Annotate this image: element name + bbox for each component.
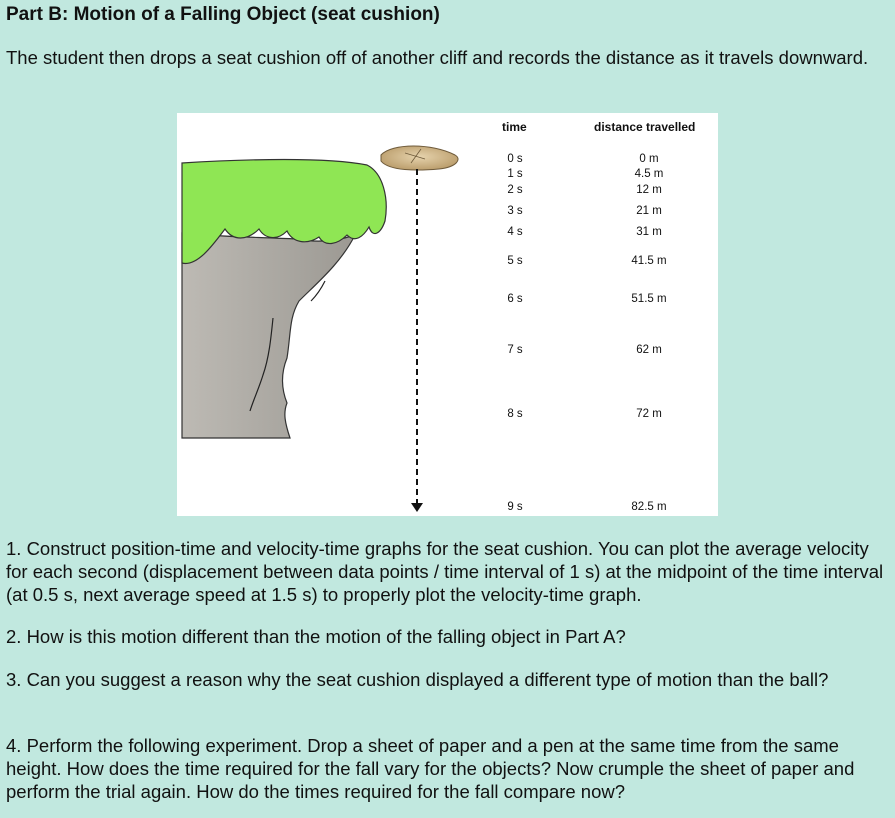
question-2: 2. How is this motion different than the motion of the falling object in Part A? <box>6 626 626 647</box>
distance-cell: 41.5 m <box>631 255 667 267</box>
question-4: 4. Perform the following experiment. Drop a sheet of paper and a pen at the same time from the same height. How does the time required for the fall vary for the objects? Now crumple the sheet of paper and perform the trial again. How do the times required for the fall compare now? <box>6 735 855 802</box>
time-column-header: time <box>502 120 527 134</box>
distance-cell: 51.5 m <box>631 293 667 305</box>
time-cell: 6 s <box>507 293 523 305</box>
distance-cell: 21 m <box>636 205 662 217</box>
fall-arrowhead <box>411 503 423 512</box>
seat-cushion <box>381 146 458 170</box>
cliff-drop-figure <box>177 113 718 516</box>
cliff-rock <box>182 233 355 438</box>
time-cell: 7 s <box>507 344 523 356</box>
time-cell: 3 s <box>507 205 523 217</box>
distance-cell: 82.5 m <box>631 501 667 513</box>
question-3: 3. Can you suggest a reason why the seat cushion displayed a different type of motion than the ball? <box>6 669 829 690</box>
distance-cell: 72 m <box>636 408 662 420</box>
time-cell: 4 s <box>507 226 523 238</box>
distance-column-header: distance travelled <box>594 120 696 134</box>
intro-paragraph: The student then drops a seat cushion off of another cliff and records the distance as it travels downward. <box>6 47 869 68</box>
time-cell: 5 s <box>507 255 523 267</box>
time-cell: 2 s <box>507 184 523 196</box>
distance-cell: 12 m <box>636 184 662 196</box>
distance-cell: 31 m <box>636 226 662 238</box>
section-heading: Part B: Motion of a Falling Object (seat cushion) <box>6 4 440 25</box>
time-cell: 8 s <box>507 408 523 420</box>
question-1: 1. Construct position-time and velocity-time graphs for the seat cushion. You can plot the average velocity for each second (displacement between data points / time interval of 1 s) at the midpoint of the time interval (at 0.5 s, next average speed at 1.5 s) to properly plot the velocity-time graph. <box>6 538 884 605</box>
time-cell: 1 s <box>507 168 523 180</box>
time-cell: 0 s <box>507 153 523 165</box>
time-cell: 9 s <box>507 501 523 513</box>
distance-cell: 62 m <box>636 344 662 356</box>
distance-cell: 0 m <box>639 153 659 165</box>
distance-cell: 4.5 m <box>634 168 664 180</box>
